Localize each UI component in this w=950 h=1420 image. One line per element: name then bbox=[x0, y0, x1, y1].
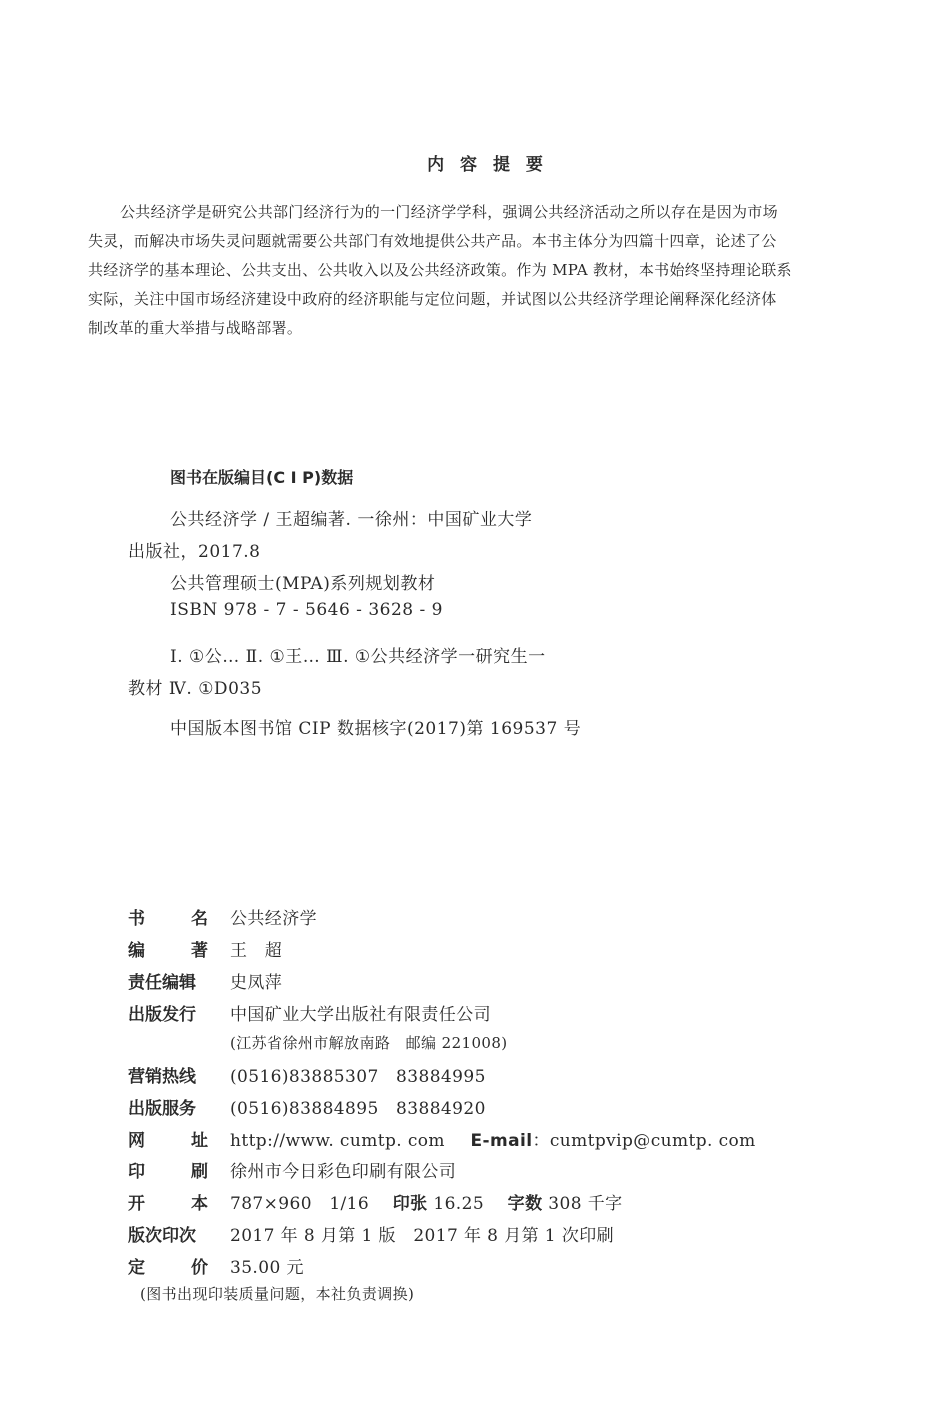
email-label: E-mail bbox=[470, 1131, 533, 1151]
value-editor: 史凤萍 bbox=[230, 973, 283, 993]
sheets-label: 印张 bbox=[392, 1194, 428, 1214]
cip-line: 教材 Ⅳ. ①D035 bbox=[128, 679, 263, 699]
quality-notice: (图书出现印装质量问题，本社负责调换) bbox=[140, 1285, 415, 1303]
label-edition: 版次印次 bbox=[128, 1226, 196, 1246]
words-value: 308 千字 bbox=[548, 1194, 623, 1214]
value-author: 王 超 bbox=[230, 941, 283, 961]
website-url[interactable]: http://www. cumtp. com bbox=[230, 1131, 445, 1151]
email-address[interactable]: ：cumtpvip@cumtp. com bbox=[532, 1131, 756, 1151]
summary-line: 实际，关注中国市场经济建设中政府的经济职能与定位问题，并试图以公共经济学理论阐释深化经济体 bbox=[88, 290, 777, 308]
summary-line: 制改革的重大举措与战略部署。 bbox=[88, 319, 303, 337]
sheets-value: 16.25 bbox=[433, 1194, 485, 1214]
label-editor: 责任编辑 bbox=[128, 973, 196, 993]
cip-line: 公共管理硕士(MPA)系列规划教材 bbox=[170, 574, 436, 594]
summary-line: 公共经济学是研究公共部门经济行为的一门经济学学科，强调公共经济活动之所以存在是因为市场 bbox=[120, 203, 778, 221]
value-printer: 徐州市今日彩色印刷有限公司 bbox=[230, 1162, 457, 1182]
value-publishing-service: (0516)83884895 83884920 bbox=[230, 1099, 486, 1119]
cip-line: Ⅰ. ①公… Ⅱ. ①王… Ⅲ. ①公共经济学一研究生一 bbox=[170, 647, 546, 667]
cip-line: 公共经济学 / 王超编著. 一徐州：中国矿业大学 bbox=[170, 510, 533, 530]
value-format bbox=[230, 1189, 623, 1214]
value-price: 35.00 元 bbox=[230, 1258, 304, 1278]
summary-title: 内 容 提 要 bbox=[427, 155, 548, 175]
label-publisher: 出版发行 bbox=[128, 1005, 196, 1025]
publisher-address: (江苏省徐州市解放南路 邮编 221008) bbox=[230, 1034, 508, 1052]
cip-line: 出版社，2017.8 bbox=[128, 542, 261, 562]
summary-line: 共经济学的基本理论、公共支出、公共收入以及公共经济政策。作为 MPA 教材，本书始终坚持理论联系 bbox=[88, 261, 792, 279]
label-price: 定 价 bbox=[128, 1258, 208, 1278]
value-edition: 2017 年 8 月第 1 版 2017 年 8 月第 1 次印刷 bbox=[230, 1226, 615, 1246]
cip-line: 中国版本图书馆 CIP 数据核字(2017)第 169537 号 bbox=[170, 719, 582, 739]
label-website: 网 址 bbox=[128, 1131, 208, 1151]
format-size: 787×960 1/16 bbox=[230, 1194, 370, 1214]
label-author: 编 著 bbox=[128, 941, 208, 961]
value-book-name: 公共经济学 bbox=[230, 909, 317, 929]
cip-heading: 图书在版编目(C I P)数据 bbox=[170, 468, 354, 487]
label-publishing-service: 出版服务 bbox=[128, 1099, 196, 1119]
label-printer: 印 刷 bbox=[128, 1162, 208, 1182]
label-book-name: 书 名 bbox=[128, 909, 208, 929]
value-website bbox=[230, 1126, 756, 1151]
value-sales-hotline: (0516)83885307 83884995 bbox=[230, 1067, 486, 1087]
label-format: 开 本 bbox=[128, 1194, 208, 1214]
summary-line: 失灵，而解决市场失灵问题就需要公共部门有效地提供公共产品。本书主体分为四篇十四章，论述了公 bbox=[88, 232, 777, 250]
words-label: 字数 bbox=[507, 1194, 543, 1214]
cip-line: ISBN 978 - 7 - 5646 - 3628 - 9 bbox=[170, 600, 443, 620]
label-sales-hotline: 营销热线 bbox=[128, 1067, 196, 1087]
value-publisher: 中国矿业大学出版社有限责任公司 bbox=[230, 1005, 491, 1025]
